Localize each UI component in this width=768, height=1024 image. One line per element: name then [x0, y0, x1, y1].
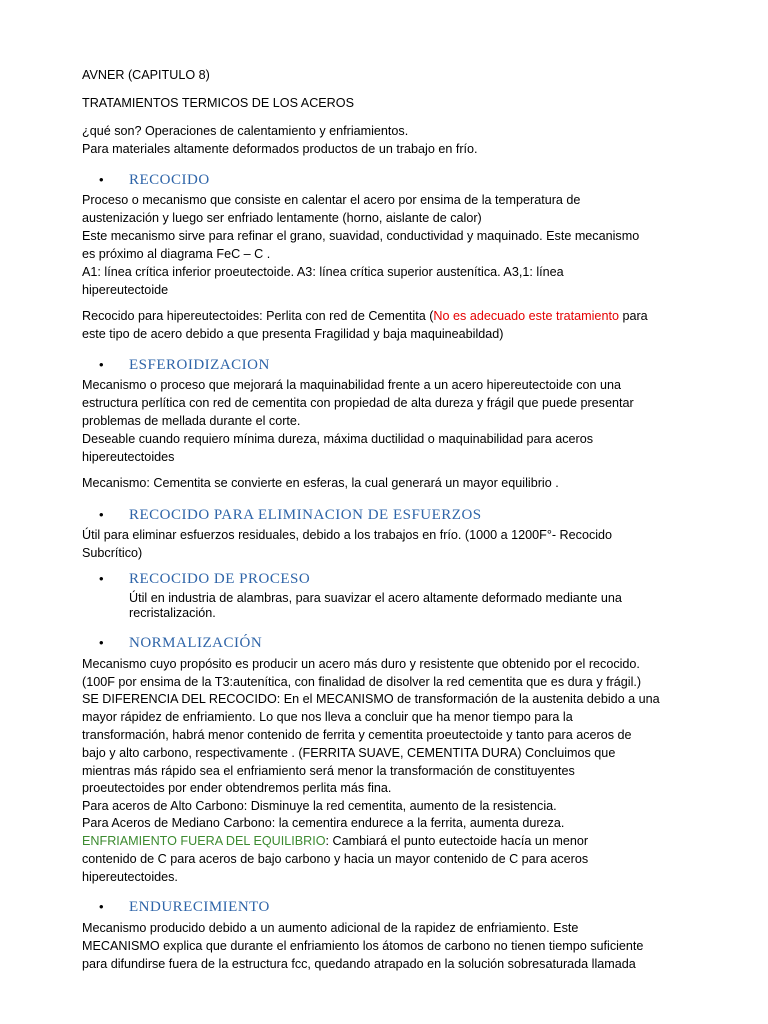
text-line: Proceso o mecanismo que consiste en calentar el acero por ensima de la temperatura de — [82, 193, 581, 207]
text-line: hipereutectoides — [82, 450, 175, 464]
heading-label: RECOCIDO — [129, 172, 210, 188]
text-line: Útil en industria de alambras, para suavizar el acero altamente deformado mediante una — [129, 591, 622, 605]
heading-recocido — [99, 172, 210, 189]
text-segment: : Cambiará el punto eutectoide hacía un menor — [325, 834, 589, 848]
bullet-icon: • — [99, 172, 105, 187]
heading-label: ENDURECIMIENTO — [129, 899, 270, 915]
text-line: Para materiales altamente deformados productos de un trabajo en frío. — [82, 142, 478, 156]
heading-label: RECOCIDO DE PROCESO — [129, 571, 311, 587]
text-line: transformación, habrá menor contenido de ferrita y cementita proeutectoide y tanto para aceros de — [82, 728, 632, 742]
doc-subtitle: TRATAMIENTOS TERMICOS DE LOS ACEROS — [82, 96, 354, 110]
heading-label: ESFEROIDIZACION — [129, 357, 270, 373]
bullet-icon: • — [99, 357, 105, 372]
text-line: Subcrítico) — [82, 546, 143, 560]
text-line: mayor rápidez de enfriamiento. Lo que nos lleva a concluir que ha menor tiempo para la — [82, 710, 573, 724]
text-line: Útil para eliminar esfuerzos residuales, debido a los trabajos en frío. (1000 a 1200F°- Recocido — [82, 528, 613, 542]
heading-endurecimiento — [99, 899, 270, 916]
text-line: Mecanismo o proceso que mejorará la maquinabilidad frente a un acero hipereutectoide con una — [82, 378, 622, 392]
text-line: este tipo de acero debido a que presenta Fragilidad y baja maquineabildad) — [82, 327, 504, 341]
bullet-icon: • — [99, 571, 105, 586]
text-line: bajo y alto carbono, respectivamente . (FERRITA SUAVE, CEMENTITA DURA) Concluimos que — [82, 746, 616, 760]
heading-label: NORMALIZACIÓN — [129, 635, 263, 651]
text-line: hipereutectoide — [82, 283, 169, 297]
text-line: mientras más rápido sea el enfriamiento será menor la transformación de constituyentes — [82, 764, 575, 778]
bullet-icon: • — [99, 635, 105, 650]
text-line: proeutectoides por ender obtendremos perlita más fina. — [82, 781, 392, 795]
text-line — [82, 832, 588, 850]
text-line: SE DIFERENCIA DEL RECOCIDO: En el MECANISMO de transformación de la austenita debido a una — [82, 692, 660, 706]
text-line: Para Aceros de Mediano Carbono: la cementira endurece a la ferrita, aumenta dureza. — [82, 816, 565, 830]
text-line: Mecanismo cuyo propósito es producir un acero más duro y resistente que obtenido por el recocido. — [82, 657, 640, 671]
text-segment: para — [618, 309, 648, 323]
highlight-text: ENFRIAMIENTO FUERA DEL EQUILIBRIO — [82, 834, 326, 848]
text-line: austenización y luego ser enfriado lentamente (horno, aislante de calor) — [82, 211, 482, 225]
heading-esferoidizacion — [99, 357, 270, 374]
text-line: problemas de mellada durante el corte. — [82, 414, 301, 428]
text-line: (100F por ensima de la T3:autenítica, con finalidad de disolver la red cementita que es dura y frágil.) — [82, 675, 642, 689]
text-line: para difundirse fuera de la estructura fcc, quedando atrapado en la solución sobresaturada llamada — [82, 957, 636, 971]
heading-eliminacion-esfuerzos — [99, 507, 482, 524]
heading-recocido-proceso — [99, 571, 310, 588]
bullet-icon: • — [99, 899, 105, 914]
text-line: A1: línea crítica inferior proeutectoide. A3: línea crítica superior austenítica. A3,1: línea — [82, 265, 564, 279]
heading-normalizacion — [99, 635, 262, 652]
warning-text: No es adecuado este tratamiento — [433, 309, 619, 323]
bullet-icon: • — [99, 507, 105, 522]
text-line: hipereutectoides. — [82, 870, 178, 884]
text-line: Deseable cuando requiero mínima dureza, máxima ductilidad o maquinabilidad para aceros — [82, 432, 594, 446]
doc-title: AVNER (CAPITULO 8) — [82, 68, 210, 82]
text-line: es próximo al diagrama FeC – C . — [82, 247, 271, 261]
text-line: Mecanismo producido debido a un aumento adicional de la rapidez de enfriamiento. Este — [82, 921, 579, 935]
text-line — [82, 307, 648, 325]
text-line: Mecanismo: Cementita se convierte en esferas, la cual generará un mayor equilibrio . — [82, 476, 559, 490]
text-line: Este mecanismo sirve para refinar el grano, suavidad, conductividad y maquinado. Este mecanismo — [82, 229, 640, 243]
text-line: ¿qué son? Operaciones de calentamiento y enfriamientos. — [82, 124, 409, 138]
text-line: recristalización. — [129, 606, 216, 620]
text-line: MECANISMO explica que durante el enfriamiento los átomos de carbono no tienen tiempo suficiente — [82, 939, 644, 953]
text-line: estructura perlítica con red de cementita con propiedad de alta dureza y frágil que puede presentar — [82, 396, 634, 410]
text-line: Para aceros de Alto Carbono: Disminuye la red cementita, aumento de la resistencia. — [82, 799, 557, 813]
heading-label: RECOCIDO PARA ELIMINACION DE ESFUERZOS — [129, 507, 482, 523]
text-segment: Recocido para hipereutectoides: Perlita con red de Cementita ( — [82, 309, 434, 323]
text-line: contenido de C para aceros de bajo carbono y hacia un mayor contenido de C para aceros — [82, 852, 589, 866]
